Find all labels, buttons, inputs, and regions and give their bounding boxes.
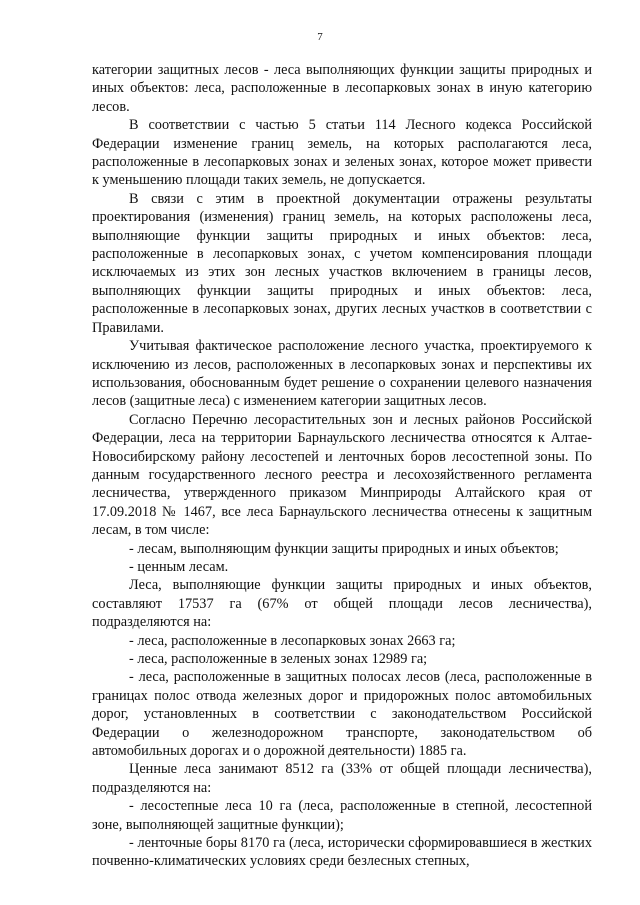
list-item-ribbon-pine-forests: - ленточные боры 8170 га (леса, исторически сформировавшиеся в жестких почвенно-климатических условиях среди безлесных степных, [92, 835, 592, 870]
document-body [92, 61, 592, 871]
paragraph-1: категории защитных лесов - леса выполняющих функции защиты природных и иных объектов: леса, расположенные в лесопарковых зонах в иную категорию лесов. [92, 62, 592, 115]
list-item-green-zones: - леса, расположенные в зеленых зонах 12989 га; [129, 651, 428, 667]
list-item-forest-park-zones: - леса, расположенные в лесопарковых зонах 2663 га; [129, 632, 456, 649]
paragraph-3: В связи с этим в проектной документации отражены результаты проектирования (изменения) границ земель, на которых расположены леса, выполняющие функции защиты природных и иных объектов: леса, расположенные в лесопарковых зонах, с учетом компенсирования площади исключаемых из этих зон лесных участков включением в границы лесов, выполняющих функции защиты природных и иных объектов: леса, расположенные в лесопарковых зонах, других лесных участков в соответствии с Правилами. [92, 190, 592, 336]
paragraph-5: Согласно Перечню лесорастительных зон и лесных районов Российской Федерации, леса на территории Барнаульского лесничества относятся к Алтае-Новосибирскому району лесостепей и ленточных боров лесостепной зоны. По данным государственного лесного реестра и лесохозяйственного регламента лесничества, утвержденного приказом Минприроды Алтайского края от 17.09.2018 № 1467, все леса Барнаульского лесничества отнесены к защитным лесам, в том числе: [92, 411, 592, 539]
page-number: 7 [317, 31, 323, 43]
paragraph-4: Учитывая фактическое расположение лесного участка, проектируемого к исключению из лесов, расположенных в лесопарковых зонах и перспективы их использования, обоснованным будет решение о сохранении целевого назначения лесов (защитные леса) с изменением категории защитных лесов. [92, 338, 592, 410]
list-item-protective-functions: - лесам, выполняющим функции защиты природных и иных объектов; [129, 540, 559, 557]
paragraph-2: В соответствии с частью 5 статьи 114 Лесного кодекса Российской Федерации изменение границ земель, на которых располагаются леса, расположенные в лесопарковых зонах и зеленых зонах, которое может привести к уменьшению площади таких земель, не допускается. [92, 117, 592, 189]
paragraph-6: Леса, выполняющие функции защиты природных и иных объектов, составляют 17537 га (67% от общей площади лесов лесничества), подразделяются на: [92, 577, 592, 631]
list-item-forest-steppe: - лесостепные леса 10 га (леса, расположенные в степной, лесостепной зоне, выполняющей защитные функции); [92, 798, 592, 833]
paragraph-7: Ценные леса занимают 8512 га (33% от общей площади лесничества), подразделяются на: [92, 761, 592, 796]
list-item-protective-strips: - леса, расположенные в защитных полосах лесов (леса, расположенные в границах полос отвода железных дорог и придорожных полос автомобильных дорог, установленных в соответствии с законодательством Российской Федерации о железнодорожном транспорте, законодательством об автомобильных дорогах и о дорожной деятельности) 1885 га. [92, 669, 592, 760]
list-item-valuable-forests: - ценным лесам. [129, 558, 229, 575]
